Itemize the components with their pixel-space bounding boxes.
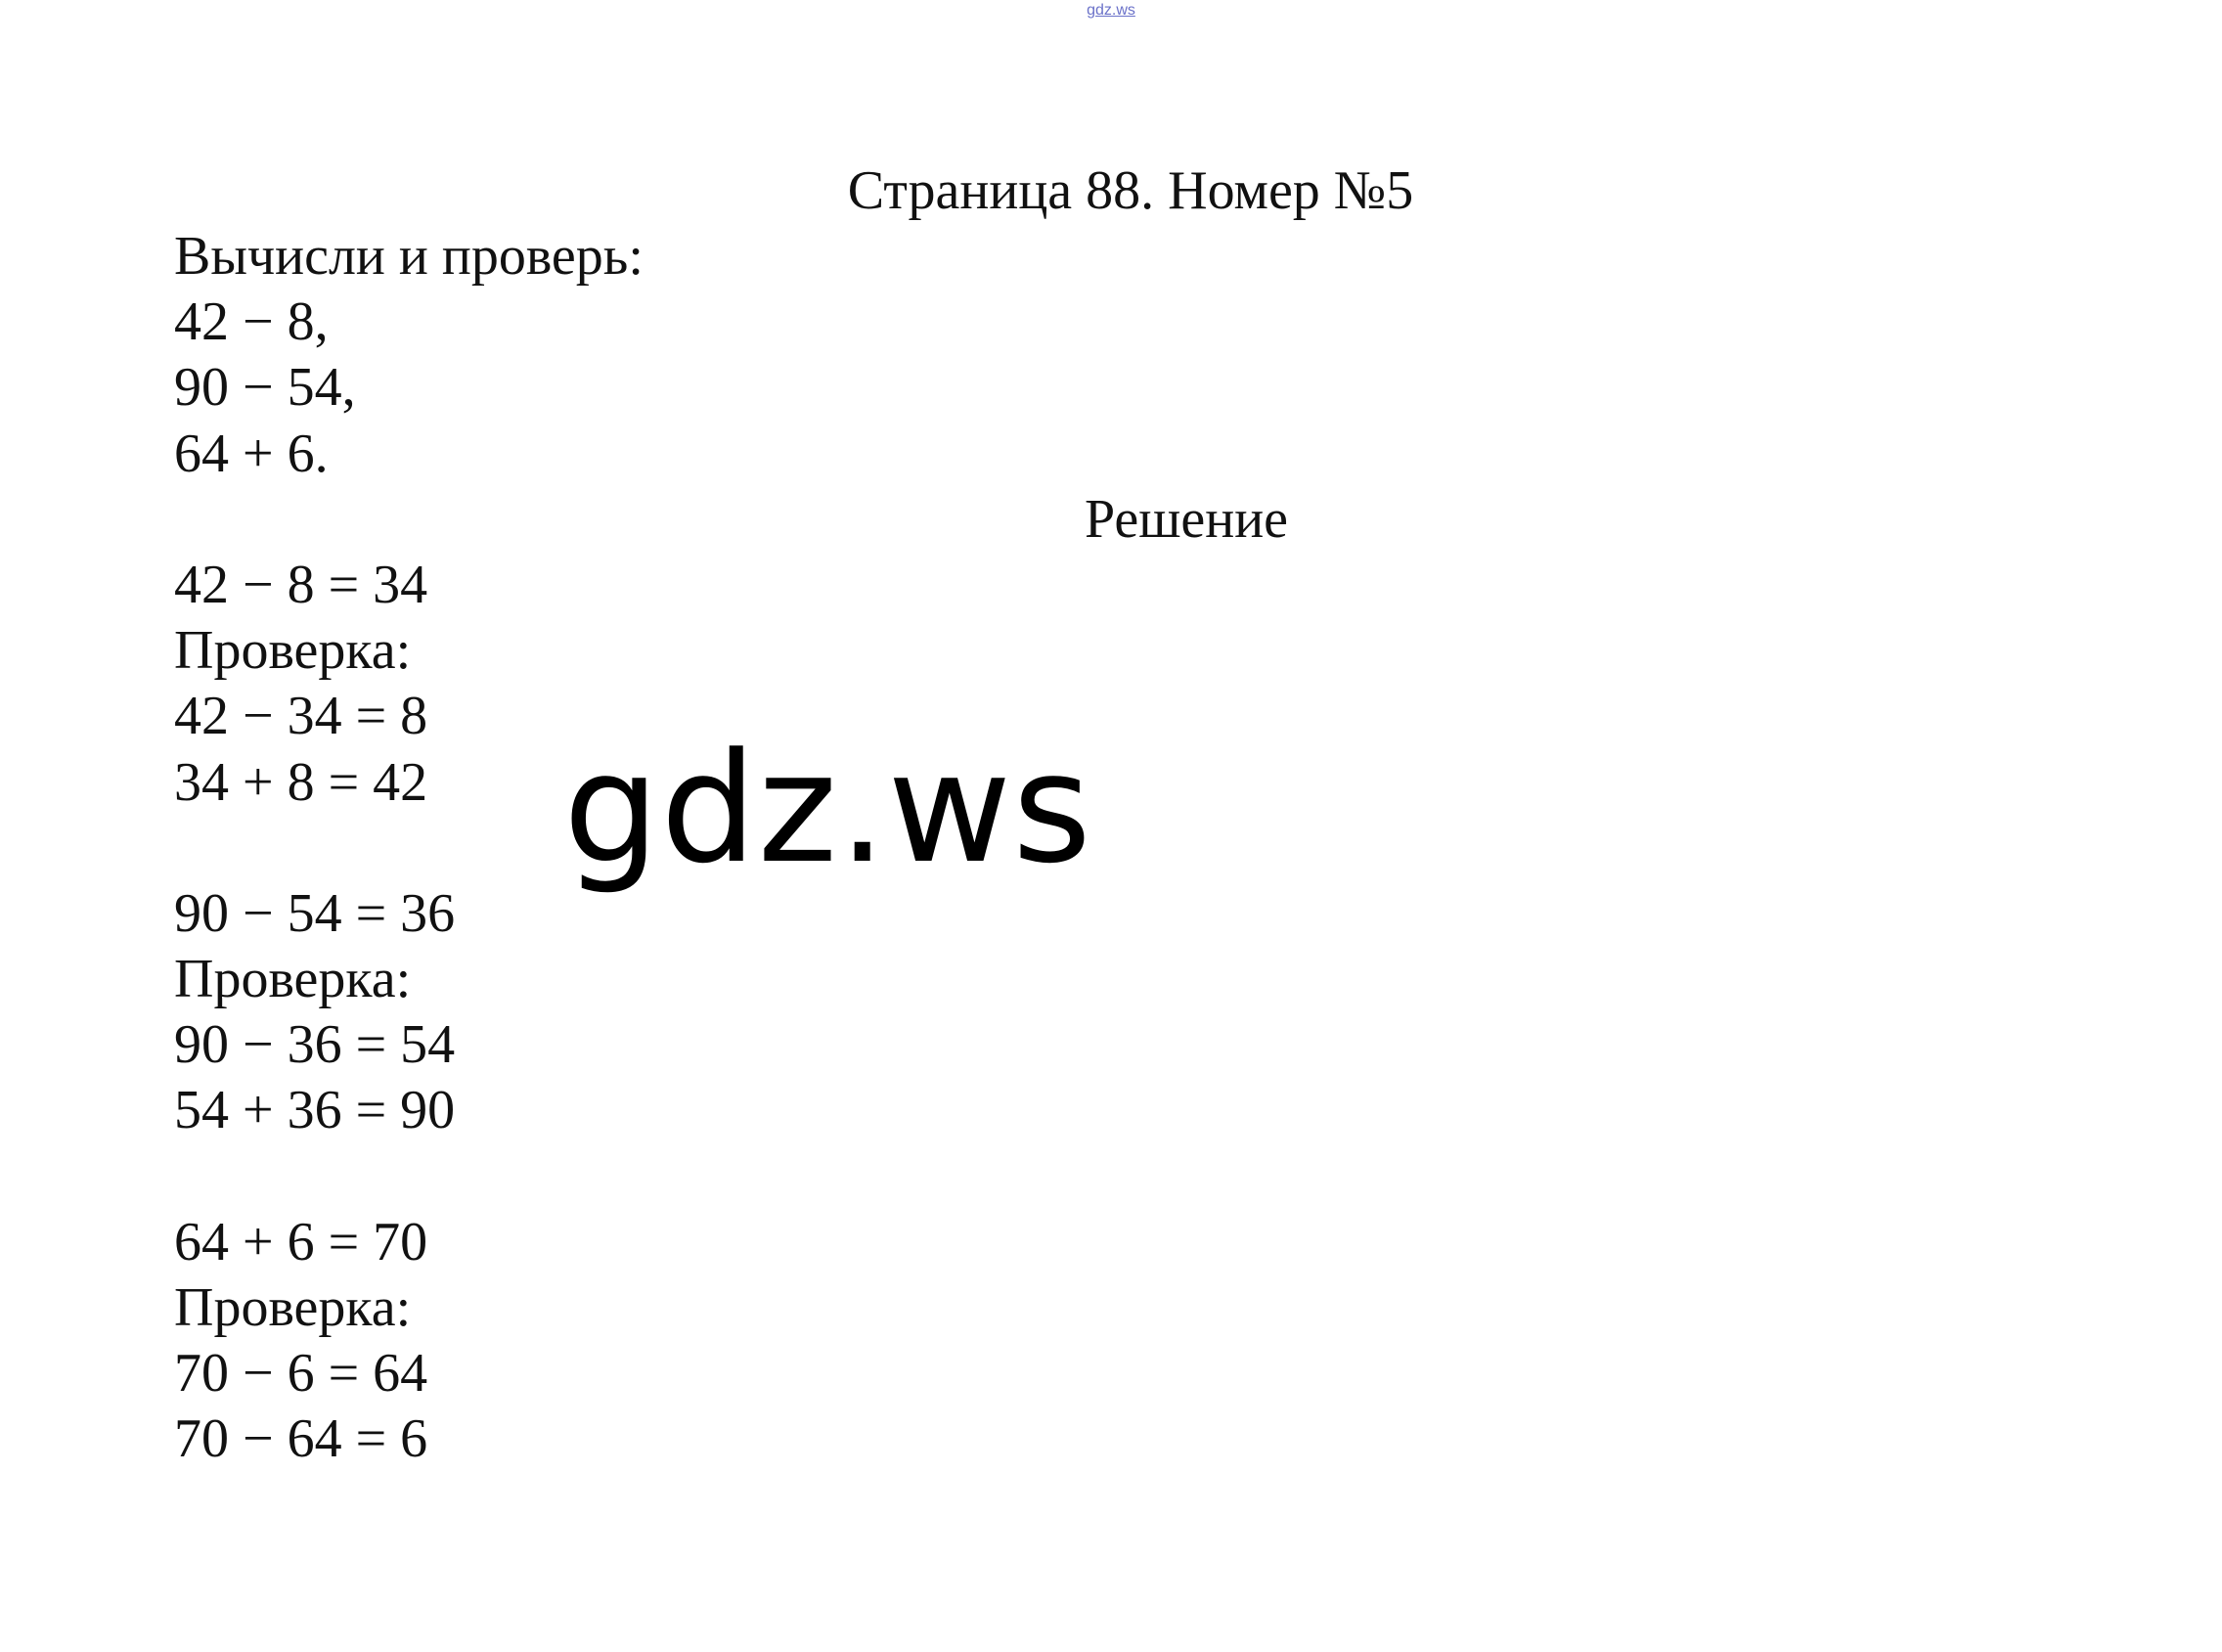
expression-1: 42 − 8, (174, 291, 329, 353)
result-line: 64 + 6 = 70 (174, 1211, 428, 1272)
page-title: Страница 88. Номер №5 (847, 160, 1414, 221)
check-label: Проверка: (174, 620, 412, 682)
check-label: Проверка: (174, 1277, 412, 1338)
check-line: 70 − 64 = 6 (174, 1408, 428, 1470)
expression-2: 90 − 54, (174, 357, 356, 419)
solution-block-1 (174, 553, 2032, 816)
spacer (174, 816, 2032, 881)
result-line: 90 − 54 = 36 (174, 882, 456, 944)
check-line: 54 + 36 = 90 (174, 1080, 456, 1141)
expression-3: 64 + 6. (174, 423, 329, 484)
solution-block-2 (174, 881, 2032, 1144)
check-line: 34 + 8 = 42 (174, 751, 428, 813)
check-label: Проверка: (174, 949, 412, 1010)
solution-content (174, 224, 2032, 1473)
task-text: Вычисли и проверь: (174, 226, 644, 287)
spacer (174, 1144, 2032, 1210)
site-link[interactable]: gdz.ws (1087, 2, 1135, 19)
check-line: 42 − 34 = 8 (174, 686, 428, 747)
solution-heading: Решение (1084, 488, 1289, 550)
watermark-logo: gdz.ws (563, 720, 1092, 897)
check-line: 90 − 36 = 54 (174, 1014, 456, 1076)
result-line: 42 − 8 = 34 (174, 554, 428, 615)
solution-block-3 (174, 1210, 2032, 1473)
check-line: 70 − 6 = 64 (174, 1343, 428, 1405)
